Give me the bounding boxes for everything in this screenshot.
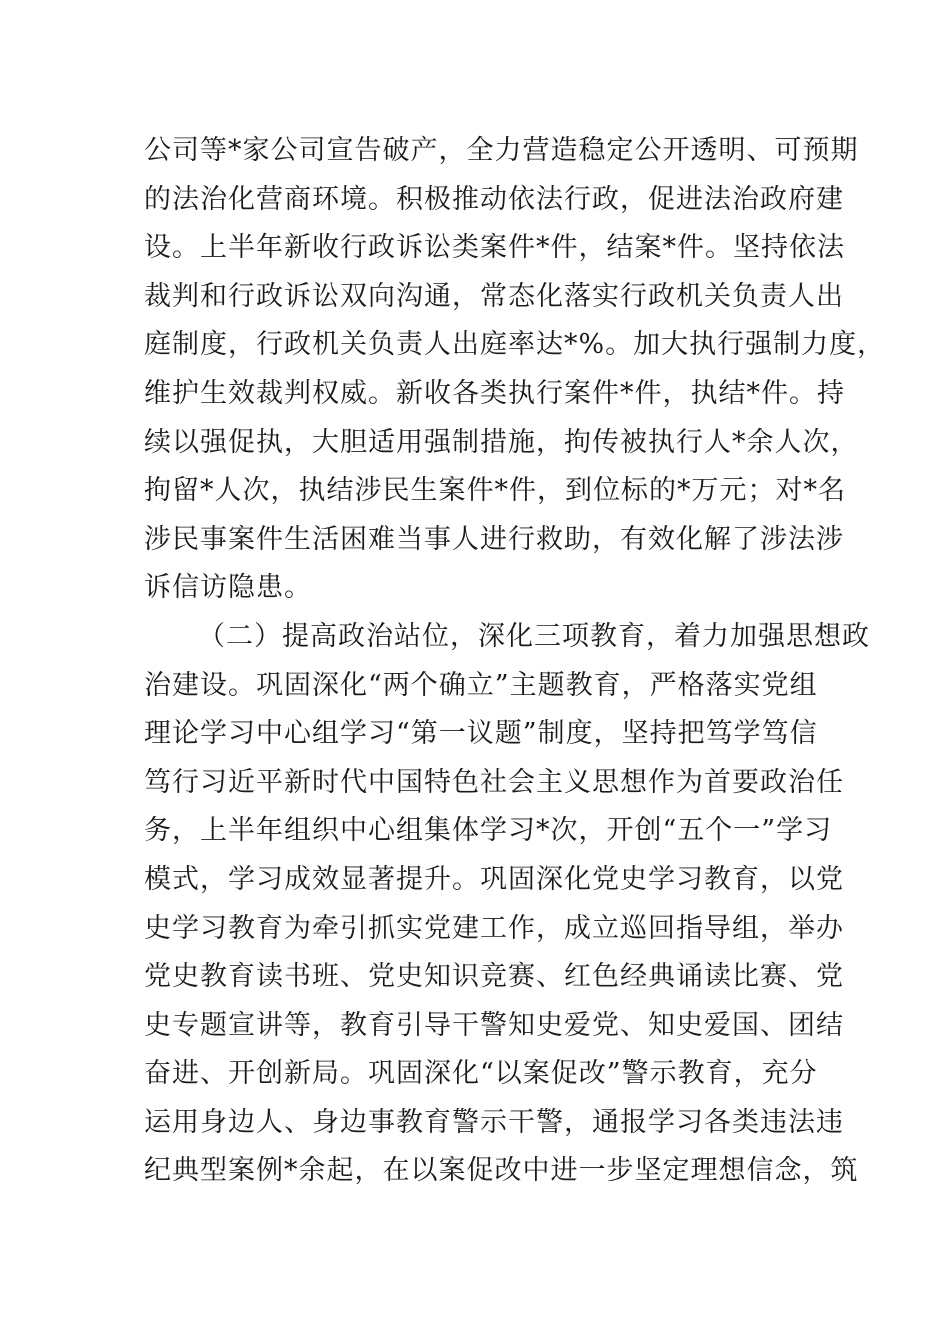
- text-line: 公司等*家公司宣告破产，全力营造稳定公开透明、可预期: [144, 135, 859, 166]
- text-line: 史学习教育为牵引抓实党建工作，成立巡回指导组，举办: [144, 912, 844, 944]
- text-line: 涉民事案件生活困难当事人进行救助，有效化解了涉法涉: [144, 523, 844, 555]
- body-text: [144, 127, 886, 1196]
- text-line: 务，上半年组织中心组集体学习*次，开创“五个一”学习: [144, 815, 833, 847]
- text-line: 运用身边人、身边事教育警示干警，通报学习各类违法违: [144, 1106, 844, 1138]
- text-line: 裁判和行政诉讼双向沟通，常态化落实行政机关负责人出: [144, 280, 844, 312]
- text-line: 党史教育读书班、党史知识竞赛、红色经典诵读比赛、党: [144, 961, 844, 993]
- text-line: 拘留*人次，执结涉民生案件*件，到位标的*万元；对*名: [144, 475, 846, 507]
- text-line: 治建设。巩固深化“两个确立”主题教育，严格落实党组: [144, 669, 818, 701]
- text-line: 理论学习中心组学习“第一议题”制度，坚持把笃学笃信: [144, 718, 818, 750]
- text-line: 史专题宣讲等，教育引导干警知史爱党、知史爱国、团结: [144, 1009, 844, 1041]
- text-line: 奋进、开创新局。巩固深化“以案促改”警示教育，充分: [144, 1058, 818, 1090]
- text-line: 的法治化营商环境。积极推动依法行政，促进法治政府建: [144, 183, 844, 215]
- text-line: 庭制度，行政机关负责人出庭率达*%。加大执行强制力度，: [144, 329, 886, 361]
- text-line: 续以强促执，大胆适用强制措施，拘传被执行人*余人次，: [144, 426, 859, 458]
- text-line: 维护生效裁判权威。新收各类执行案件*件，执结*件。持: [144, 377, 845, 409]
- text-line: 笃行习近平新时代中国特色社会主义思想作为首要政治任: [144, 766, 844, 798]
- text-line: 诉信访隐患。: [144, 572, 312, 604]
- text-line: 设。上半年新收行政诉讼类案件*件，结案*件。坚持依法: [144, 232, 845, 264]
- section-heading-line: （二）提高政治站位，深化三项教育，着力加强思想政: [198, 620, 870, 652]
- text-line: 纪典型案例*余起，在以案促改中进一步坚定理想信念，筑: [144, 1155, 859, 1187]
- text-line: 模式，学习成效显著提升。巩固深化党史学习教育，以党: [144, 863, 844, 895]
